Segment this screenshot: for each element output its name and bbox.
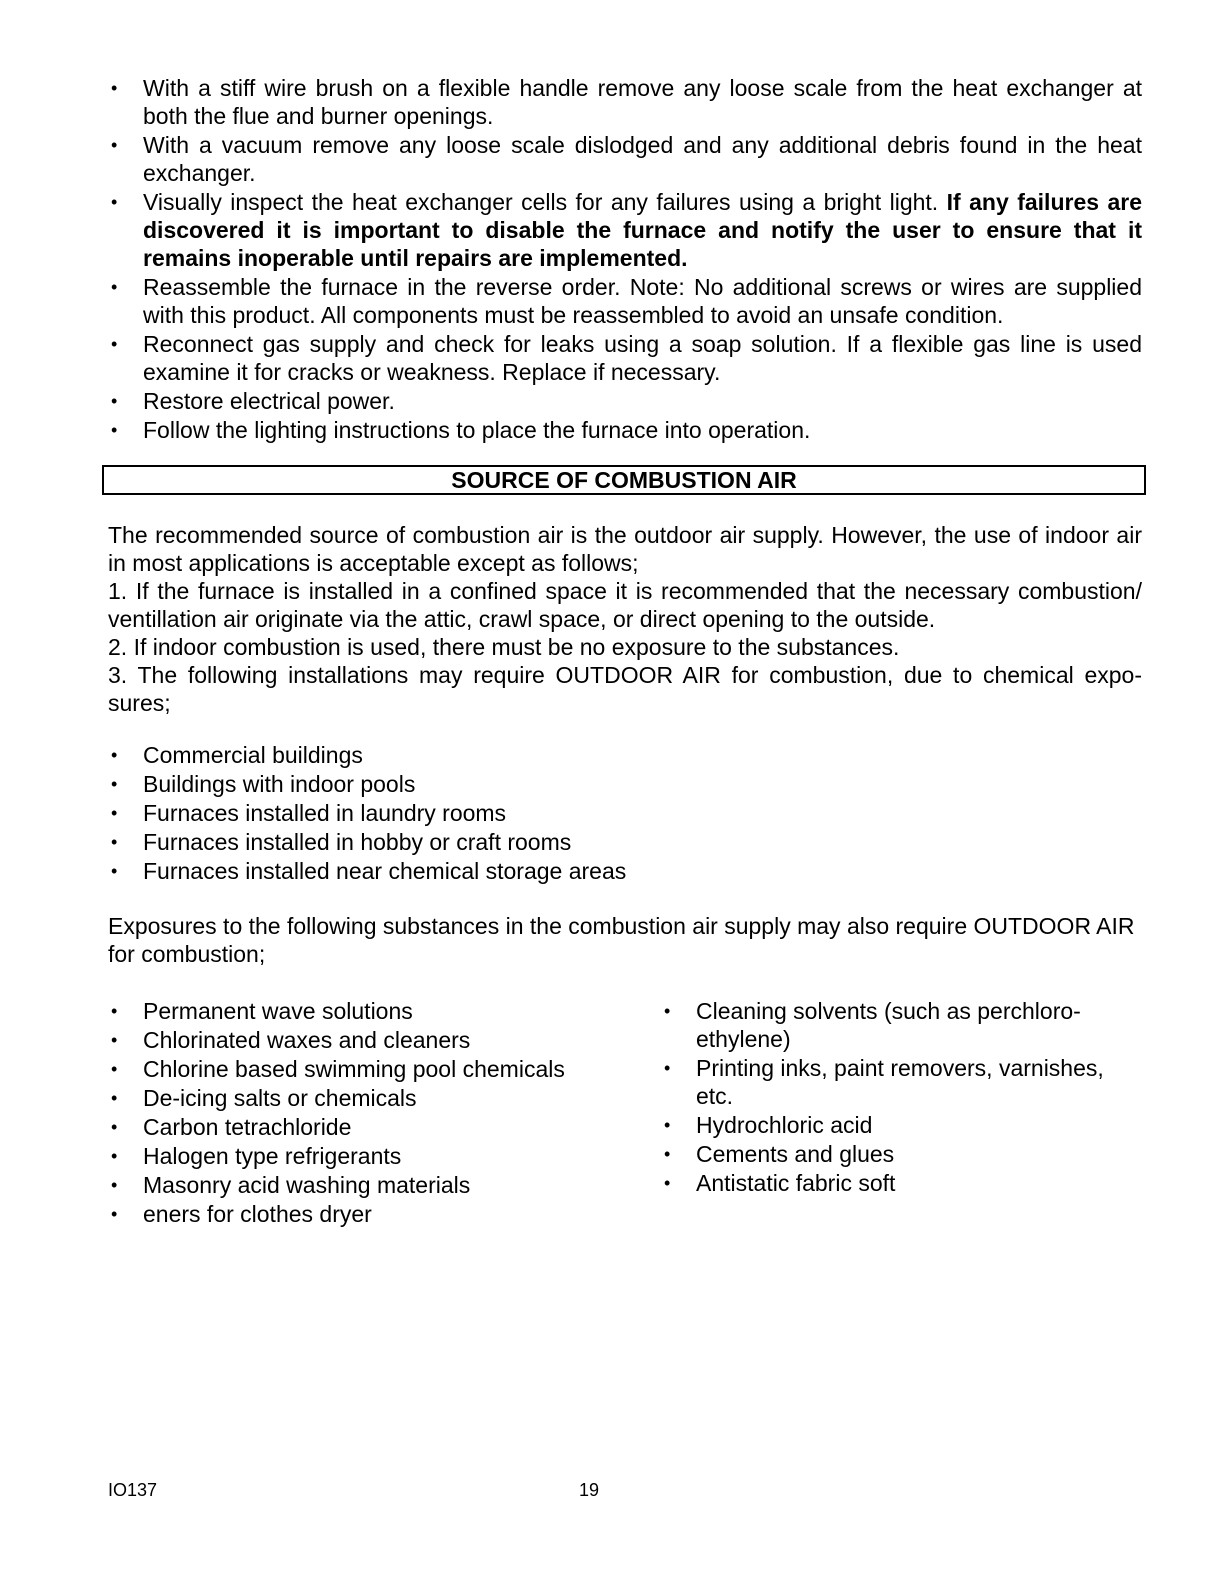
substance-text: De-icing salts or chemicals: [143, 1085, 417, 1111]
section-heading: SOURCE OF COMBUSTION AIR: [102, 465, 1146, 495]
list-item: [107, 828, 807, 856]
step-text: Reassemble the furnace in the reverse order. Note: No additional screws or wires are supplied with this product. All components must be reassembled to avoid an unsafe condition.: [143, 274, 1142, 328]
intro-line: 3. The following installations may require OUTDOOR AIR for combustion, due to chemical expo-sures;: [108, 662, 1142, 716]
substance-text: eners for clothes dryer: [143, 1201, 372, 1227]
bullet-icon: •: [111, 78, 118, 98]
substance-text: Masonry acid washing materials: [143, 1172, 471, 1198]
substances-list-right: [660, 997, 1140, 1198]
step-text: Reconnect gas supply and check for leaks using a soap solution. If a flexible gas line is used examine it for cracks or weakness. Replace if necessary.: [143, 331, 1142, 385]
step-text: Visually inspect the heat exchanger cells for any failures using a bright light.: [143, 189, 939, 215]
substance-text: Carbon tetrachloride: [143, 1114, 352, 1140]
list-item: [107, 1171, 627, 1199]
bullet-icon: •: [111, 420, 118, 440]
substance-text: Cements and glues: [696, 1141, 895, 1167]
bullet-icon: •: [111, 1146, 118, 1166]
bullet-icon: •: [111, 861, 118, 881]
list-item: [107, 1200, 627, 1228]
failure-warning: If any failures are discovered it is important to disable the furnace and notify the user to ensure that it remains inoperable until repairs are implemented.: [143, 189, 1143, 271]
bullet-icon: •: [664, 1001, 671, 1021]
maintenance-steps-list: [107, 74, 1142, 445]
list-item: [107, 1084, 627, 1112]
list-item: [107, 799, 807, 827]
list-item: [107, 997, 627, 1025]
list-item: [660, 997, 1140, 1053]
list-item: [660, 1111, 1140, 1139]
bullet-icon: •: [111, 391, 118, 411]
intro-line: 2. If indoor combustion is used, there must be no exposure to the substances.: [108, 634, 900, 660]
step-text: With a stiff wire brush on a flexible handle remove any loose scale from the heat exchanger at both the flue and burner openings.: [143, 75, 1142, 129]
list-item: [107, 188, 1142, 272]
bullet-icon: •: [664, 1058, 671, 1078]
list-item: [107, 416, 1142, 444]
list-item: [107, 387, 1142, 415]
bullet-icon: •: [111, 334, 118, 354]
bullet-icon: •: [664, 1144, 671, 1164]
list-item: [107, 1026, 627, 1054]
bullet-icon: •: [111, 1030, 118, 1050]
bullet-icon: •: [111, 1059, 118, 1079]
bullet-icon: •: [111, 803, 118, 823]
substance-text: Cleaning solvents (such as perchloro-ethylene): [696, 998, 1081, 1052]
installation-text: Furnaces installed near chemical storage areas: [143, 858, 627, 884]
step-text: With a vacuum remove any loose scale dislodged and any additional debris found in the heat exchanger.: [143, 132, 1142, 186]
substance-text: Printing inks, paint removers, varnishes, etc.: [696, 1055, 1104, 1109]
bullet-icon: •: [111, 192, 118, 212]
list-item: [107, 131, 1142, 187]
list-item: [107, 857, 807, 885]
intro-line: 1. If the furnace is installed in a confined space it is recommended that the necessary combustion/ ventillation air originate via the attic, crawl space, or direct opening to the outside.: [108, 578, 1142, 632]
step-text: Restore electrical power.: [143, 388, 395, 414]
substance-text: Antistatic fabric soft: [696, 1170, 896, 1196]
list-item: [107, 741, 807, 769]
substance-text: Chlorine based swimming pool chemicals: [143, 1056, 565, 1082]
bullet-icon: •: [664, 1115, 671, 1135]
list-item: [660, 1140, 1140, 1168]
installations-list: [107, 741, 807, 886]
substance-text: Permanent wave solutions: [143, 998, 413, 1024]
step-text: Follow the lighting instructions to place the furnace into operation.: [143, 417, 811, 443]
bullet-icon: •: [111, 832, 118, 852]
substance-text: Hydrochloric acid: [696, 1112, 873, 1138]
bullet-icon: •: [664, 1173, 671, 1193]
list-item: [107, 1113, 627, 1141]
intro-line: The recommended source of combustion air is the outdoor air supply. However, the use of indoor air in most applications is acceptable except as follows;: [108, 522, 1142, 576]
list-item: [107, 1055, 627, 1083]
page-number: 19: [579, 1480, 600, 1500]
list-item: [660, 1169, 1140, 1197]
bullet-icon: •: [111, 277, 118, 297]
installation-text: Commercial buildings: [143, 742, 363, 768]
installation-text: Furnaces installed in hobby or craft rooms: [143, 829, 572, 855]
bullet-icon: •: [111, 135, 118, 155]
exposure-paragraph: Exposures to the following substances in the combustion air supply may also require OUTDOOR AIR for combustion;: [108, 913, 1135, 967]
bullet-icon: •: [111, 1001, 118, 1021]
installation-text: Furnaces installed in laundry rooms: [143, 800, 507, 826]
combustion-air-intro: [108, 521, 1142, 717]
list-item: [107, 273, 1142, 329]
substances-list-left: [107, 997, 627, 1229]
bullet-icon: •: [111, 745, 118, 765]
list-item: [107, 770, 807, 798]
installation-text: Buildings with indoor pools: [143, 771, 416, 797]
bullet-icon: •: [111, 774, 118, 794]
bullet-icon: •: [111, 1204, 118, 1224]
bullet-icon: •: [111, 1175, 118, 1195]
bullet-icon: •: [111, 1088, 118, 1108]
substance-text: Chlorinated waxes and cleaners: [143, 1027, 471, 1053]
list-item: [107, 74, 1142, 130]
document-code: IO137: [108, 1480, 158, 1500]
list-item: [107, 330, 1142, 386]
substance-text: Halogen type refrigerants: [143, 1143, 402, 1169]
list-item: [107, 1142, 627, 1170]
list-item: [660, 1054, 1140, 1110]
bullet-icon: •: [111, 1117, 118, 1137]
